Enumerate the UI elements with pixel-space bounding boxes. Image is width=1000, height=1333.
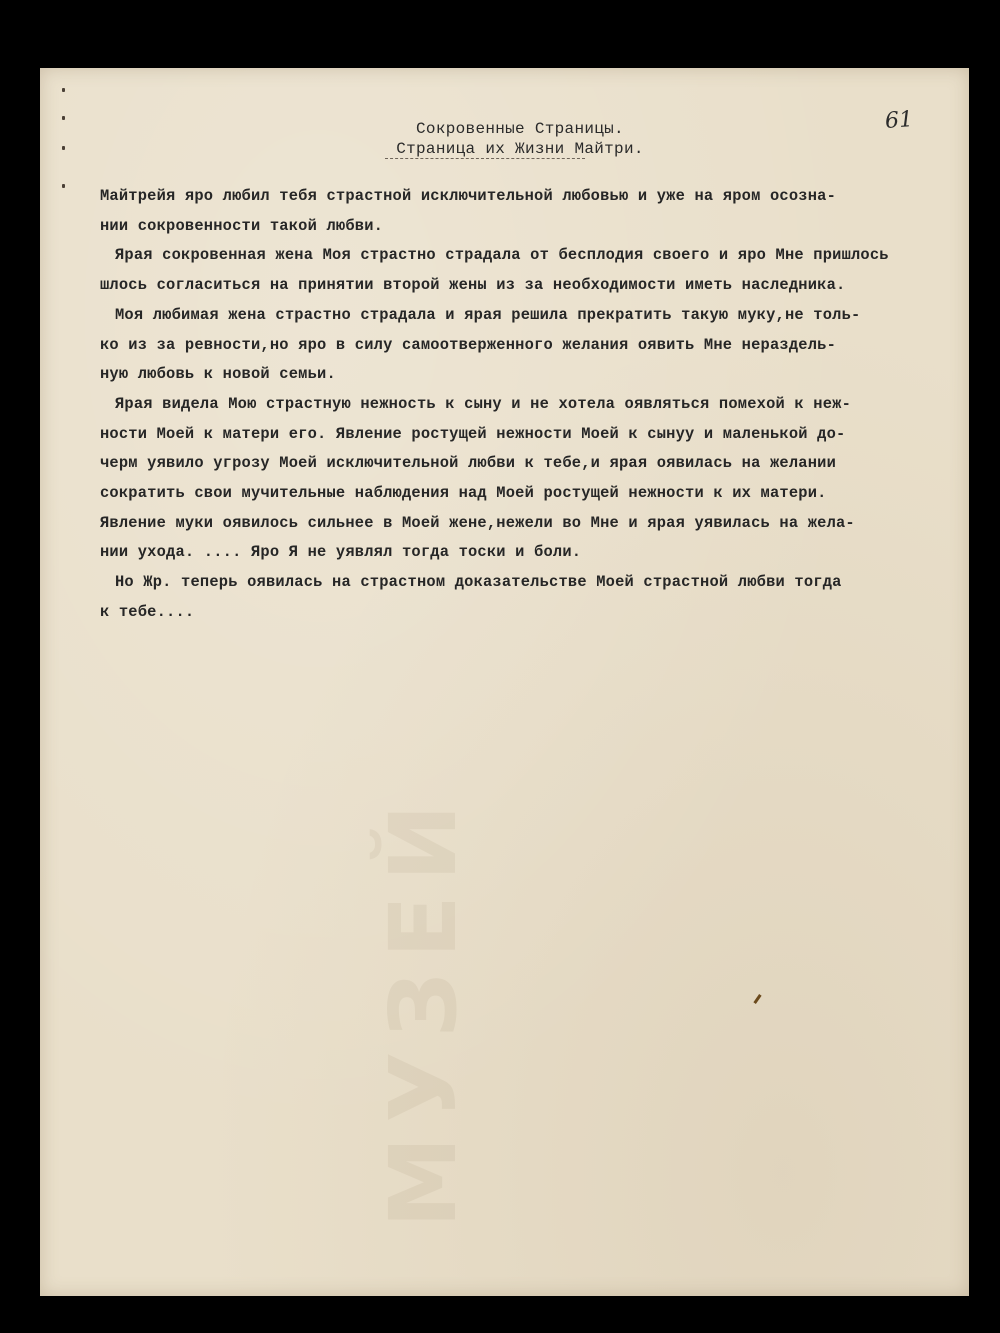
text-line: шлось согласиться на принятии второй жены из за необходимости иметь наследника.	[100, 276, 846, 295]
text-line: Ярая сокровенная жена Моя страстно страдала от бесплодия своего и яро Мне пришлось	[115, 246, 889, 265]
punch-mark	[62, 88, 65, 92]
heading-subtitle: Страница их Жизни Майтри.	[396, 140, 644, 158]
punch-mark	[62, 184, 65, 188]
text-line: ко из за ревности,но яро в силу самоотверженного желания оявить Мне нераздель-	[100, 335, 836, 354]
archive-watermark: МУЗЕЙ	[370, 790, 477, 1228]
text-line: черм уявило угрозу Моей исключительной любви к тебе,и ярая оявилась на желании	[100, 454, 836, 473]
text-line: к тебе....	[100, 602, 195, 621]
page-number: 61	[884, 107, 914, 134]
text-line: ную любовь к новой семьи.	[100, 365, 336, 384]
ink-mark	[753, 994, 761, 1004]
punch-mark	[62, 146, 65, 150]
document-page	[40, 68, 969, 1296]
text-line: нии сокровенности такой любви.	[100, 216, 384, 235]
text-line: Майтрейя яро любил тебя страстной исключительной любовью и уже на яром осозна-	[100, 187, 836, 205]
document-heading	[300, 119, 740, 159]
text-line: нии ухода. .... Яро Я не уявлял тогда тоски и боли.	[100, 543, 582, 562]
text-line: ности Моей к матери его. Явление ростущей нежности Моей к сынуу и маленькой до-	[100, 424, 846, 443]
punch-mark	[62, 116, 65, 120]
text-line: сократить свои мучительные наблюдения над Моей ростущей нежности к их матери.	[100, 484, 827, 503]
text-line: Явление муки оявилось сильнее в Моей жене,нежели во Мне и ярая уявилась на жела-	[100, 513, 855, 532]
text-line: Моя любимая жена страстно страдала и ярая решила прекратить такую муку,не толь-	[115, 305, 861, 324]
typed-text	[100, 182, 950, 628]
heading-title: Сокровенные Страницы.	[416, 120, 624, 138]
text-line: Но Жр. теперь оявилась на страстном доказательстве Моей страстной любви тогда	[115, 573, 842, 592]
heading-divider	[385, 158, 585, 159]
text-line: Ярая видела Мою страстную нежность к сыну и не хотела оявляться помехой к неж-	[115, 394, 851, 413]
